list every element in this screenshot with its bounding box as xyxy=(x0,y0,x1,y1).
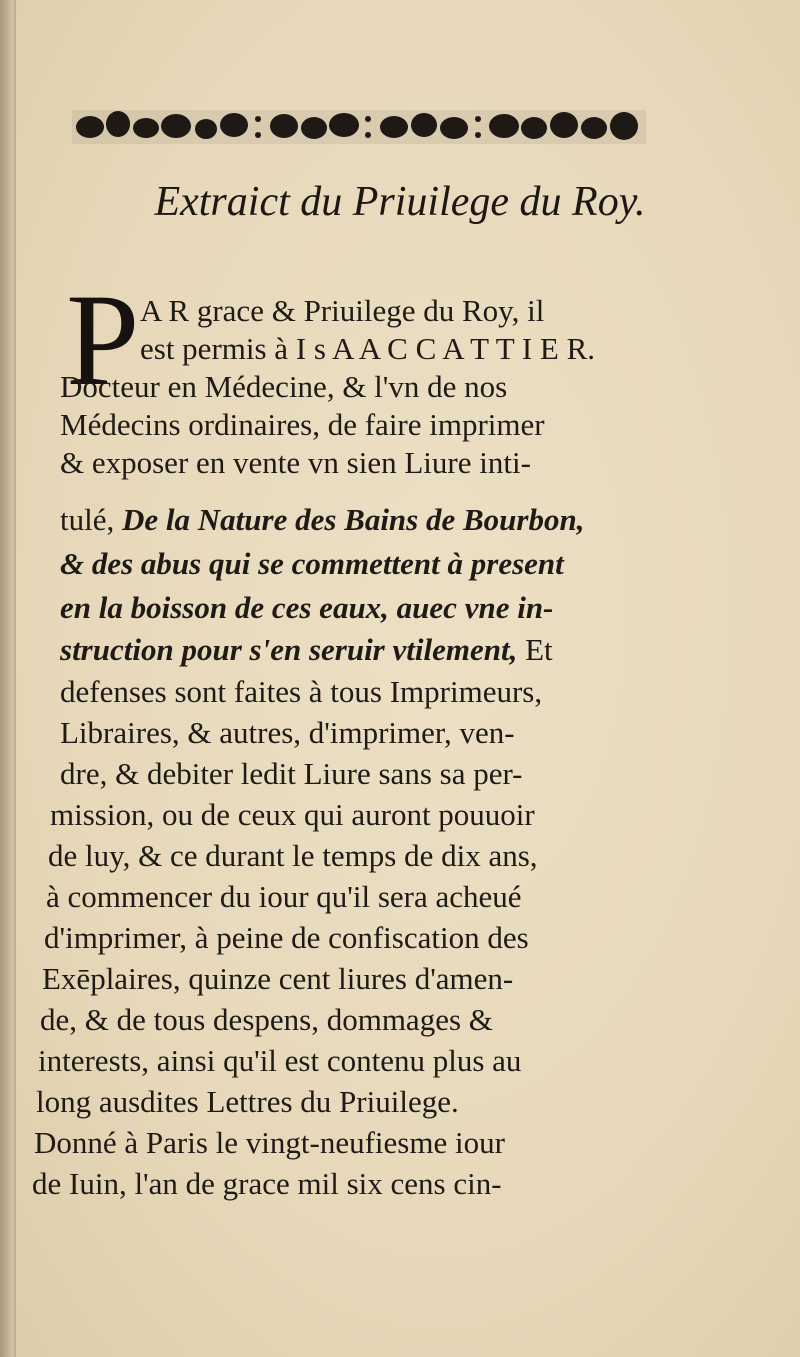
text-line: long ausdites Lettres du Priuilege. xyxy=(36,1084,459,1119)
text-line: en la boisson de ces eaux, auec vne in- xyxy=(60,590,554,625)
text-line: de Iuin, l'an de grace mil six cens cin- xyxy=(32,1166,502,1201)
text-line: Exēplaires, quinze cent liures d'amen- xyxy=(42,961,514,996)
gutter-edge xyxy=(14,0,16,1357)
text-line: Docteur en Médecine, & l'vn de nos xyxy=(60,369,508,404)
book-title-italic: De la Nature des Bains de Bourbon, xyxy=(122,502,585,537)
text-fragment: tulé, xyxy=(60,502,122,537)
text-line: & exposer en vente vn sien Liure inti- xyxy=(60,445,531,480)
text-line: d'imprimer, à peine de confiscation des xyxy=(44,920,529,955)
decorative-headband-ornament xyxy=(72,104,646,150)
text-line: à commencer du iour qu'il sera acheué xyxy=(46,879,522,914)
binding-gutter xyxy=(0,0,14,1357)
text-line: & des abus qui se commettent à present xyxy=(60,546,564,581)
text-line: interests, ainsi qu'il est contenu plus au xyxy=(38,1043,522,1078)
text-fragment: Et xyxy=(517,632,553,667)
text-line xyxy=(60,632,553,668)
text-line: mission, ou de ceux qui auront pouuoir xyxy=(50,797,535,832)
text-line: Libraires, & autres, d'imprimer, ven- xyxy=(60,715,515,750)
text-line: defenses sont faites à tous Imprimeurs, xyxy=(60,674,543,709)
text-line: est permis à I s A A C C A T T I E R. xyxy=(140,331,596,366)
text-line: Donné à Paris le vingt-neufiesme iour xyxy=(34,1125,505,1160)
text-line: Médecins ordinaires, de faire imprimer xyxy=(60,407,545,442)
text-line: de luy, & ce durant le temps de dix ans, xyxy=(48,838,538,873)
text-line: dre, & debiter ledit Liure sans sa per- xyxy=(60,756,523,791)
text-line: A R grace & Priuilege du Roy, il xyxy=(140,293,545,328)
book-title-italic: struction pour s'en seruir vtilement, xyxy=(60,632,518,667)
text-line xyxy=(60,502,584,538)
text-line: de, & de tous despens, dommages & xyxy=(40,1002,493,1037)
drop-cap-initial: P xyxy=(66,266,140,413)
page-title: Extraict du Priuilege du Roy. xyxy=(154,179,646,225)
